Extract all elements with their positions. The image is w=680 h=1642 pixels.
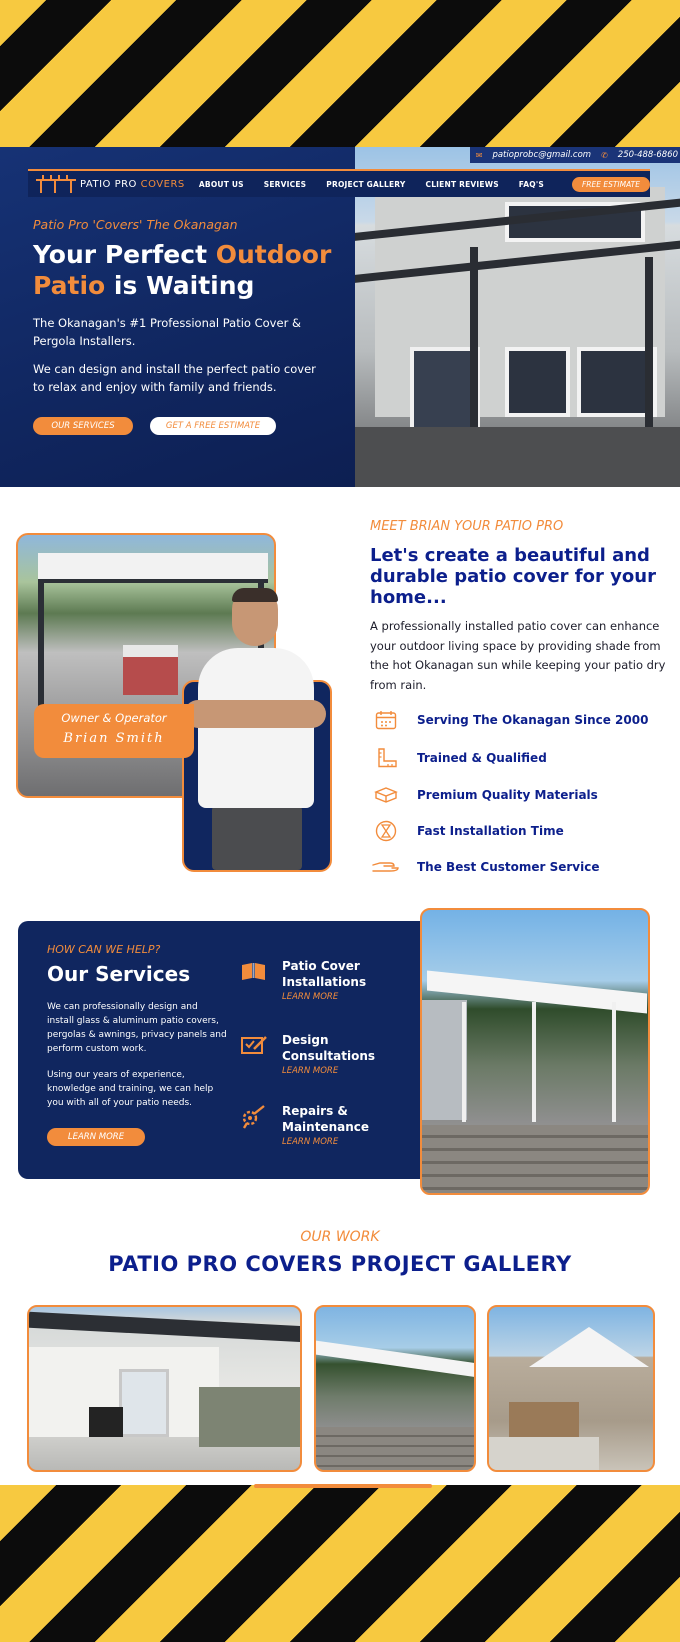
feature-item: Trained & Qualified — [372, 747, 672, 769]
top-hazard-stripes — [0, 0, 680, 147]
logo-text: PATIO PRO COVERS — [80, 178, 185, 190]
main-navbar — [28, 169, 650, 197]
ruler-icon — [372, 748, 400, 768]
feature-item: Serving The Okanagan Since 2000 — [372, 709, 672, 731]
repairs-learn-more-link[interactable]: LEARN MORE — [282, 1137, 339, 1147]
services-patio-photo — [420, 908, 650, 1195]
nav-menu — [189, 180, 554, 189]
services-paragraph-1: We can professionally design and install glass & aluminum patio covers, pergolas & awnings, privacy panels and perform custom work. — [47, 1002, 227, 1054]
nav-faqs[interactable]: FAQ'S — [518, 179, 544, 189]
feature-item: The Best Customer Service — [372, 856, 672, 878]
hero-paragraph-2: We can design and install the perfect patio cover to relax and enjoy with family and friends. — [33, 362, 316, 394]
contact-topbar — [470, 147, 680, 163]
gallery-title: PATIO PRO COVERS PROJECT GALLERY — [108, 1252, 572, 1276]
owner-badge-label: Owner & Operator — [61, 711, 167, 725]
site-logo[interactable] — [28, 175, 189, 193]
book-icon — [240, 960, 268, 986]
phone-link[interactable]: 250-488-6860 — [617, 150, 678, 160]
owner-operator-badge — [34, 704, 194, 758]
hero-kicker: Patio Pro 'Covers' The Okanagan — [33, 217, 238, 232]
hero-section — [0, 147, 680, 487]
nav-services[interactable]: SERVICES — [263, 179, 307, 189]
feature-item: Premium Quality Materials — [372, 784, 672, 806]
phone-icon: ✆ — [601, 150, 608, 160]
owner-signature: Brian Smith — [63, 731, 165, 746]
nav-about-us[interactable]: ABOUT US — [198, 179, 244, 189]
services-kicker: HOW CAN WE HELP? — [47, 943, 161, 956]
get-free-estimate-button[interactable]: GET A FREE ESTIMATE — [150, 417, 276, 435]
our-services-button[interactable]: OUR SERVICES — [33, 417, 133, 435]
nav-client-reviews[interactable]: CLIENT REVIEWS — [425, 179, 499, 189]
gallery-accent-bar — [254, 1484, 432, 1488]
hero-patio-photo — [355, 147, 680, 487]
pergola-logo-icon — [36, 175, 76, 193]
email-link[interactable]: patioprobc@gmail.com — [492, 150, 592, 160]
feature-item: Fast Installation Time — [372, 820, 672, 842]
design-learn-more-link[interactable]: LEARN MORE — [282, 1066, 339, 1076]
envelope-icon: ✉ — [475, 150, 483, 160]
hourglass-icon — [372, 821, 400, 841]
box-icon — [372, 785, 400, 805]
about-title: Let's create a beautiful and durable patio cover for your home... — [370, 545, 656, 608]
services-title: Our Services — [47, 962, 191, 986]
gallery-image[interactable] — [27, 1305, 302, 1472]
nav-project-gallery[interactable]: PROJECT GALLERY — [326, 179, 406, 189]
bottom-hazard-stripes — [0, 1485, 680, 1642]
gallery-image[interactable] — [314, 1305, 476, 1472]
services-paragraph-2: Using our years of experience, knowledge and training, we can help you with all of your patio needs. — [47, 1070, 214, 1108]
hero-title: Your Perfect Outdoor Patio is Waiting — [33, 240, 332, 300]
gallery-kicker: OUR WORK — [300, 1229, 380, 1245]
tools-icon — [240, 1105, 268, 1131]
services-learn-more-button[interactable]: LEARN MORE — [47, 1128, 145, 1146]
about-paragraph: A professionally installed patio cover can enhance your outdoor living space by providing shade from the hot Okanagan sun while keeping your patio dry from rain. — [370, 619, 666, 692]
hero-paragraph-1: The Okanagan's #1 Professional Patio Cover & Pergola Installers. — [33, 316, 301, 348]
owner-photo — [180, 588, 330, 872]
about-kicker: MEET BRIAN YOUR PATIO PRO — [370, 519, 564, 534]
checklist-icon — [240, 1034, 268, 1060]
free-estimate-button[interactable]: FREE ESTIMATE — [572, 177, 650, 192]
calendar-icon — [372, 710, 400, 730]
hand-icon — [372, 857, 400, 877]
gallery-image[interactable] — [487, 1305, 655, 1472]
patio-cover-learn-more-link[interactable]: LEARN MORE — [282, 992, 339, 1002]
